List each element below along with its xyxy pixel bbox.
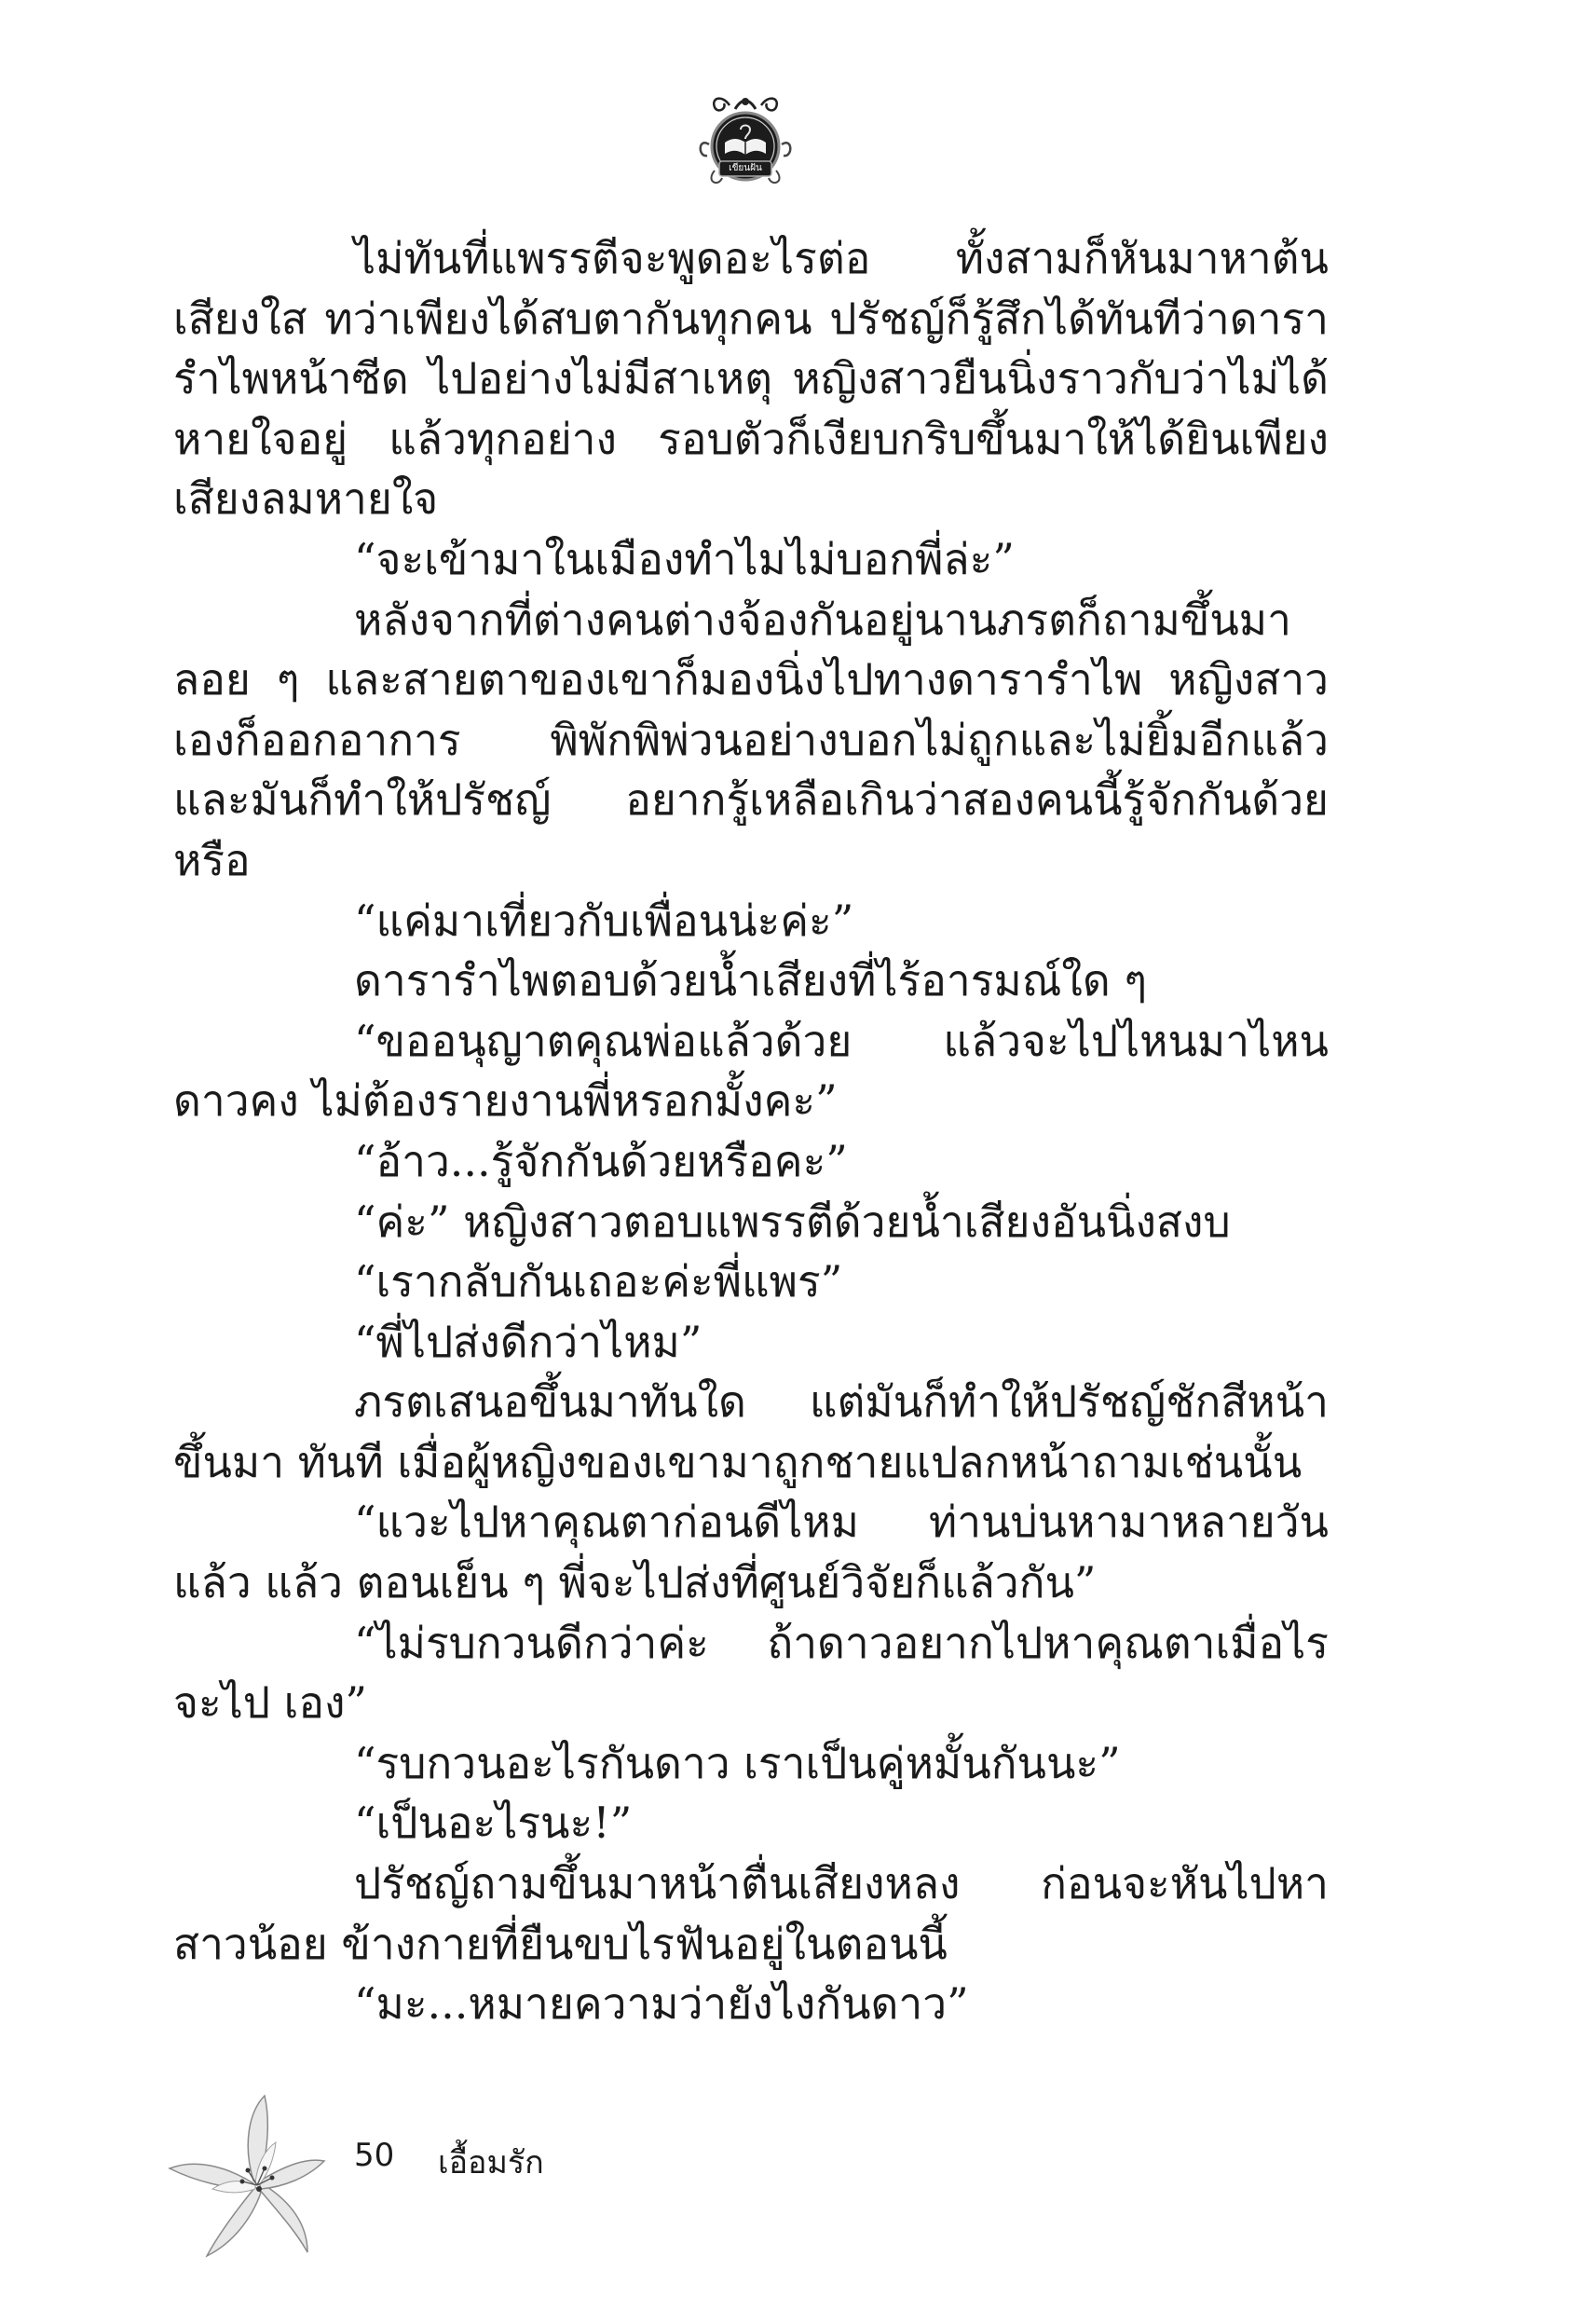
body-text [173,228,1329,2034]
lily-decoration [168,2092,326,2260]
page-footer [0,2092,1596,2278]
paragraph: “ค่ะ” หญิงสาวตอบแพรรตีด้วยน้ำเสียงอันนิ่งสงบ [354,1196,1231,1247]
paragraph: “รบกวนอะไรกันดาว เราเป็นคู่หมั้นกันนะ” [354,1737,1121,1788]
publisher-logo [694,89,797,196]
paragraph: ไม่ทันที่แพรรตีจะพูดอะไรต่อ ทั้งสามก็หันมาหาต้นเสียงใส ทว่าเพียงได้สบตากันทุกคน ปรัชญ์ก็รู้สึกได้ทันทีว่าดารารำไพหน้าซีด ไปอย่างไม่มีสาเหตุ หญิงสาวยืนนิ่งราวกับว่าไม่ได้หายใจอยู่ แล้วทุกอย่าง รอบตัวก็เงียบกริบขึ้นมาให้ได้ยินเพียงเสียงลมหายใจ [173,233,1329,525]
paragraph: “ไม่รบกวนดีกว่าค่ะ ถ้าดาวอยากไปหาคุณตาเมื่อไรจะไป เอง” [173,1617,1329,1729]
lily-flower-icon [168,2092,326,2260]
paragraph: “แค่มาเที่ยวกับเพื่อนน่ะค่ะ” [354,895,854,946]
paragraph: “ขออนุญาตคุณพ่อแล้วด้วย แล้วจะไปไหนมาไหน ดาวคง ไม่ต้องรายงานพี่หรอกมั้งคะ” [173,1015,1329,1127]
paragraph: ดารารำไพตอบด้วยน้ำเสียงที่ไร้อารมณ์ใด ๆ [354,955,1148,1006]
publisher-emblem-icon [694,89,797,196]
paragraph: ปรัชญ์ถามขึ้นมาหน้าตื่นเสียงหลง ก่อนจะหันไปหาสาวน้อย ข้างกายที่ยืนขบไรฟันอยู่ในตอนนี้ [173,1858,1329,1969]
paragraph: “อ้าว...รู้จักกันด้วยหรือคะ” [354,1135,848,1186]
page-number: 50 [354,2137,395,2174]
paragraph: “แวะไปหาคุณตาก่อนดีไหม ท่านบ่นหามาหลายวันแล้ว แล้ว ตอนเย็น ๆ พี่จะไปส่งที่ศูนย์วิจัยก็แล้วกัน” [173,1497,1329,1608]
paragraph: “จะเข้ามาในเมืองทำไมไม่บอกพี่ล่ะ” [354,533,1015,584]
paragraph: “มะ...หมายความว่ายังไงกันดาว” [354,1978,969,2030]
paragraph: “พี่ไปส่งดีกว่าไหม” [354,1316,703,1367]
book-title: เอื้อมรัก [438,2144,544,2181]
paragraph: หลังจากที่ต่างคนต่างจ้องกันอยู่นานภรตก็ถามขึ้นมาลอย ๆ และสายตาของเขาก็มองนิ่งไปทางดารารำไพ หญิงสาวเองก็ออกอาการ พิพักพิพ่วนอย่างบอกไม่ถูกและไม่ยิ้มอีกแล้ว และมันก็ทำให้ปรัชญ์ อยากรู้เหลือเกินว่าสองคนนี้รู้จักกันด้วยหรือ [173,594,1329,885]
paragraph: “เรากลับกันเถอะค่ะพี่แพร” [354,1256,843,1307]
paragraph: ภรตเสนอขึ้นมาทันใด แต่มันก็ทำให้ปรัชญ์ชักสีหน้าขึ้นมา ทันที เมื่อผู้หญิงของเขามาถูกชายแปลกหน้าถามเช่นนั้น [173,1376,1329,1487]
paragraph: “เป็นอะไรนะ!” [354,1798,633,1849]
logo-lettering: เขียนฝัน [729,163,762,173]
